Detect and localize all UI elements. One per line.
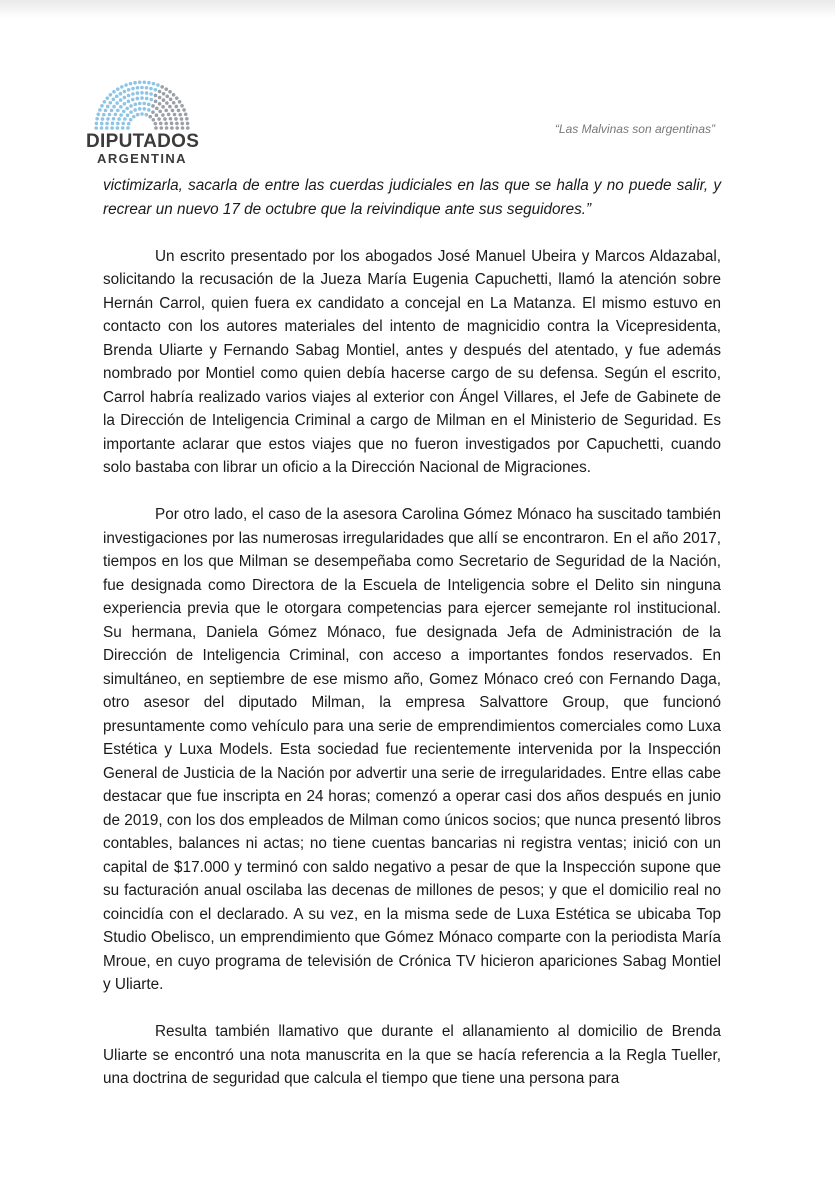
seat-dot: [170, 126, 174, 130]
seat-dot: [145, 113, 149, 117]
seat-dot: [127, 100, 131, 104]
seat-dot: [148, 115, 152, 119]
seat-dot: [127, 94, 131, 98]
seat-dot: [112, 105, 116, 109]
seat-dot: [105, 96, 109, 100]
seat-dot: [142, 102, 146, 106]
seat-dot: [140, 96, 144, 100]
seat-dot: [172, 93, 176, 97]
seat-dot: [154, 100, 158, 104]
seat-dot: [108, 113, 112, 117]
seat-dot: [155, 113, 159, 117]
seat-dot: [164, 109, 168, 113]
seat-dot: [182, 108, 186, 112]
seat-dot: [147, 81, 151, 85]
seat-dot: [145, 86, 149, 90]
seat-dot: [123, 90, 127, 94]
seat-dot: [129, 82, 133, 86]
paragraph-quote-end: victimizarla, sacarla de entre las cuerdas judiciales en las que se halla y no puede salir, y recrear un nuevo 17 de octubre que la reivindique ante sus seguidores.”: [103, 177, 721, 218]
paragraph-regla-tueller: Resulta también llamativo que durante el allanamiento al domicilio de Brenda Uliarte se encontró una nota manuscrita en la que se hacía referencia a la Regla Tueller, una doctrina de seguridad que calcula el tiempo que tiene una persona para: [103, 1023, 721, 1087]
seat-dot: [170, 122, 174, 126]
seat-dot: [186, 126, 190, 130]
seat-dot: [169, 98, 173, 102]
seat-dot: [158, 90, 162, 94]
seat-dot: [129, 118, 133, 122]
seat-dot: [147, 103, 151, 107]
seat-dot: [115, 101, 119, 105]
seat-dot: [156, 83, 160, 87]
seat-dot: [181, 126, 185, 130]
seat-dot: [174, 105, 178, 109]
seat-dot: [112, 117, 116, 121]
seat-dot: [184, 112, 188, 116]
seat-dot: [164, 87, 168, 91]
seat-dot: [110, 109, 114, 113]
seat-dot: [100, 122, 104, 126]
seat-dot: [169, 117, 173, 121]
seat-dot: [143, 107, 147, 111]
seat-dot: [140, 112, 144, 116]
seat-dot: [149, 87, 153, 91]
seat-dot: [121, 126, 125, 130]
seat-dot: [138, 107, 142, 111]
seat-dot: [119, 98, 123, 102]
seat-dot: [116, 87, 120, 91]
seat-dot: [185, 117, 189, 121]
seat-dot: [154, 122, 158, 126]
seat-dot: [174, 117, 178, 121]
seat-dot: [178, 100, 182, 104]
seat-dot: [100, 104, 104, 108]
seat-dot: [133, 103, 137, 107]
seat-dot: [162, 98, 166, 102]
seat-dot: [172, 101, 176, 105]
seat-dot: [152, 82, 156, 86]
seat-dot: [161, 105, 165, 109]
letterhead: [0, 0, 835, 175]
seat-dot: [165, 95, 169, 99]
seat-dot: [126, 126, 130, 130]
seat-dot: [145, 97, 149, 101]
seat-dot: [123, 96, 127, 100]
seat-dot: [100, 126, 104, 130]
seat-dot: [177, 109, 181, 113]
seat-dot: [133, 108, 137, 112]
seat-dot: [160, 126, 164, 130]
seat-dot: [186, 122, 190, 126]
seat-dot: [160, 85, 164, 89]
seat-dot: [175, 122, 179, 126]
seat-dot: [138, 102, 142, 106]
chamber-seats-icon: [92, 78, 192, 130]
seat-dot: [133, 81, 137, 85]
seat-dot: [151, 104, 155, 108]
document-body: [103, 174, 721, 1114]
seat-dot: [98, 108, 102, 112]
seat-dot: [127, 122, 131, 126]
seat-dot: [154, 88, 158, 92]
logo-country: ARGENTINA: [97, 151, 187, 166]
seat-dot: [131, 98, 135, 102]
seat-dot: [115, 95, 119, 99]
seat-dot: [149, 98, 153, 102]
seat-dot: [101, 117, 105, 121]
seat-dot: [158, 102, 162, 106]
seat-dot: [159, 122, 163, 126]
motto: “Las Malvinas son argentinas”: [554, 122, 715, 136]
seat-dot: [119, 92, 123, 96]
seat-dot: [117, 117, 121, 121]
seat-dot: [122, 110, 126, 114]
seat-dot: [154, 94, 158, 98]
seat-dot: [123, 102, 127, 106]
seat-dot: [136, 97, 140, 101]
seat-dot: [136, 91, 140, 95]
seat-dot: [161, 113, 165, 117]
seat-dot: [168, 105, 172, 109]
seat-dot: [111, 122, 115, 126]
seat-dot: [158, 96, 162, 100]
seat-dot: [94, 126, 98, 130]
seat-dot: [129, 104, 133, 108]
seat-dot: [116, 126, 120, 130]
seat-dot: [157, 117, 161, 121]
diputados-logo: [86, 78, 198, 166]
seat-dot: [180, 117, 184, 121]
seat-dot: [127, 88, 131, 92]
seat-dot: [151, 110, 155, 114]
seat-dot: [97, 112, 101, 116]
seat-dot: [126, 113, 130, 117]
seat-dot: [116, 122, 120, 126]
seat-dot: [165, 101, 169, 105]
seat-dot: [119, 105, 123, 109]
seat-dot: [106, 117, 110, 121]
seat-dot: [110, 126, 114, 130]
paragraph-carrol: Un escrito presentado por los abogados José Manuel Ubeira y Marcos Aldazabal, solicitando la recusación de la Jueza María Eugenia Capuchetti, llamó la atención sobre Hernán Carrol, quien fuera ex candidato a concejal en La Matanza. El mismo estuvo en contacto con los autores materiales del intento de magnicidio contra la Vicepresidenta, Brenda Uliarte y Fernando Sabag Montiel, antes y después del atentado, y fue además nombrado por Montiel como quien debía hacerse cargo de su defensa. Según el escrito, Carrol habría realizado varios viajes al exterior con Ángel Villares, el Jefe de Gabinete de la Dirección de Inteligencia Criminal a cargo de Milman en el Ministerio de Seguridad. Es importante aclarar que estos viajes que no fueron investigados por Capuchetti, cuando solo bastaba con librar un oficio a la Dirección Nacional de Migraciones.: [103, 247, 721, 476]
seat-dot: [173, 113, 177, 117]
seat-dot: [116, 109, 120, 113]
seat-dot: [178, 113, 182, 117]
seat-dot: [124, 83, 128, 87]
seat-dot: [114, 113, 118, 117]
seat-dot: [105, 126, 109, 130]
seat-dot: [129, 110, 133, 114]
seat-dot: [165, 126, 169, 130]
seat-dot: [132, 115, 136, 119]
seat-dot: [95, 117, 99, 121]
seat-dot: [103, 100, 107, 104]
seat-dot: [164, 122, 168, 126]
seat-dot: [105, 122, 109, 126]
seat-dot: [171, 109, 175, 113]
seat-dot: [121, 122, 125, 126]
seat-dot: [125, 107, 129, 111]
seat-dot: [102, 113, 106, 117]
seat-dot: [167, 113, 171, 117]
seat-dot: [168, 90, 172, 94]
seat-dot: [147, 108, 151, 112]
logo-name: DIPUTADOS: [86, 131, 200, 152]
seat-dot: [154, 126, 158, 130]
seat-dot: [140, 91, 144, 95]
seat-dot: [120, 85, 124, 89]
seat-dot: [162, 92, 166, 96]
seat-dot: [104, 109, 108, 113]
seat-dot: [175, 126, 179, 130]
seat-dot: [145, 91, 149, 95]
seat-dot: [95, 122, 99, 126]
seat-dot: [123, 117, 127, 121]
seat-dot: [112, 90, 116, 94]
seat-dot: [143, 80, 147, 84]
seat-dot: [109, 101, 113, 105]
seat-dot: [155, 107, 159, 111]
seat-dot: [131, 92, 135, 96]
seat-dot: [138, 80, 142, 84]
paragraph-gomez-monaco: Por otro lado, el caso de la asesora Carolina Gómez Mónaco ha suscitado también investigaciones por las numerosas irregularidades que allí se encontraron. En el año 2017, tiempos en los que Milman se desempeñaba como Secretario de Seguridad de la Nación, fue designada como Directora de la Escuela de Inteligencia sobre el Delito sin ninguna experiencia previa que le otorgara competencias para ejercer semejante rol institucional. Su hermana, Daniela Gómez Mónaco, fue designada Jefa de Administración de la Dirección de Inteligencia Criminal, con acceso a importantes fondos reservados. En simultáneo, en septiembre de ese mismo año, Gomez Mónaco creó con Fernando Daga, otro asesor del diputado Milman, la empresa Salvattore Group, que funcionó presuntamente como vehículo para una serie de emprendimientos comerciales como Luxa Estética y Luxa Models. Esta sociedad fue recientemente intervenida por la Inspección General de Justicia de la Nación por advertir una serie de irregularidades. Entre ellas cabe destacar que fue inscripta en 24 horas; comenzó a operar casi dos años después en junio de 2019, con los dos empleados de Milman como únicos socios; que nunca presentó libros contables, balances ni actas; no tiene cuentas bancarias ni registra ventas; inició con un capital de $17.000 y terminó con saldo negativo a pesar de que la Inspección supone que su facturación anual oscilaba las decenas de millones de pesos; y que el domicilio real no coincidía con el declarado. A su vez, en la misma sede de Luxa Estética se ubicaba Top Studio Obelisco, un emprendimiento que Gómez Mónaco comparte con la periodista María Mroue, en cuyo programa de televisión de Crónica TV hicieron apariciones Sabag Montiel y Uliarte.: [103, 506, 721, 993]
seat-dot: [136, 113, 140, 117]
seat-dot: [112, 98, 116, 102]
seat-dot: [180, 122, 184, 126]
seat-dot: [131, 87, 135, 91]
seat-dot: [158, 110, 162, 114]
seat-dot: [163, 117, 167, 121]
seat-dot: [140, 86, 144, 90]
seat-dot: [180, 104, 184, 108]
seat-dot: [152, 118, 156, 122]
seat-dot: [136, 86, 140, 90]
seat-dot: [149, 92, 153, 96]
seat-dot: [119, 113, 123, 117]
seat-dot: [106, 105, 110, 109]
seat-dot: [109, 93, 113, 97]
seat-dot: [175, 96, 179, 100]
